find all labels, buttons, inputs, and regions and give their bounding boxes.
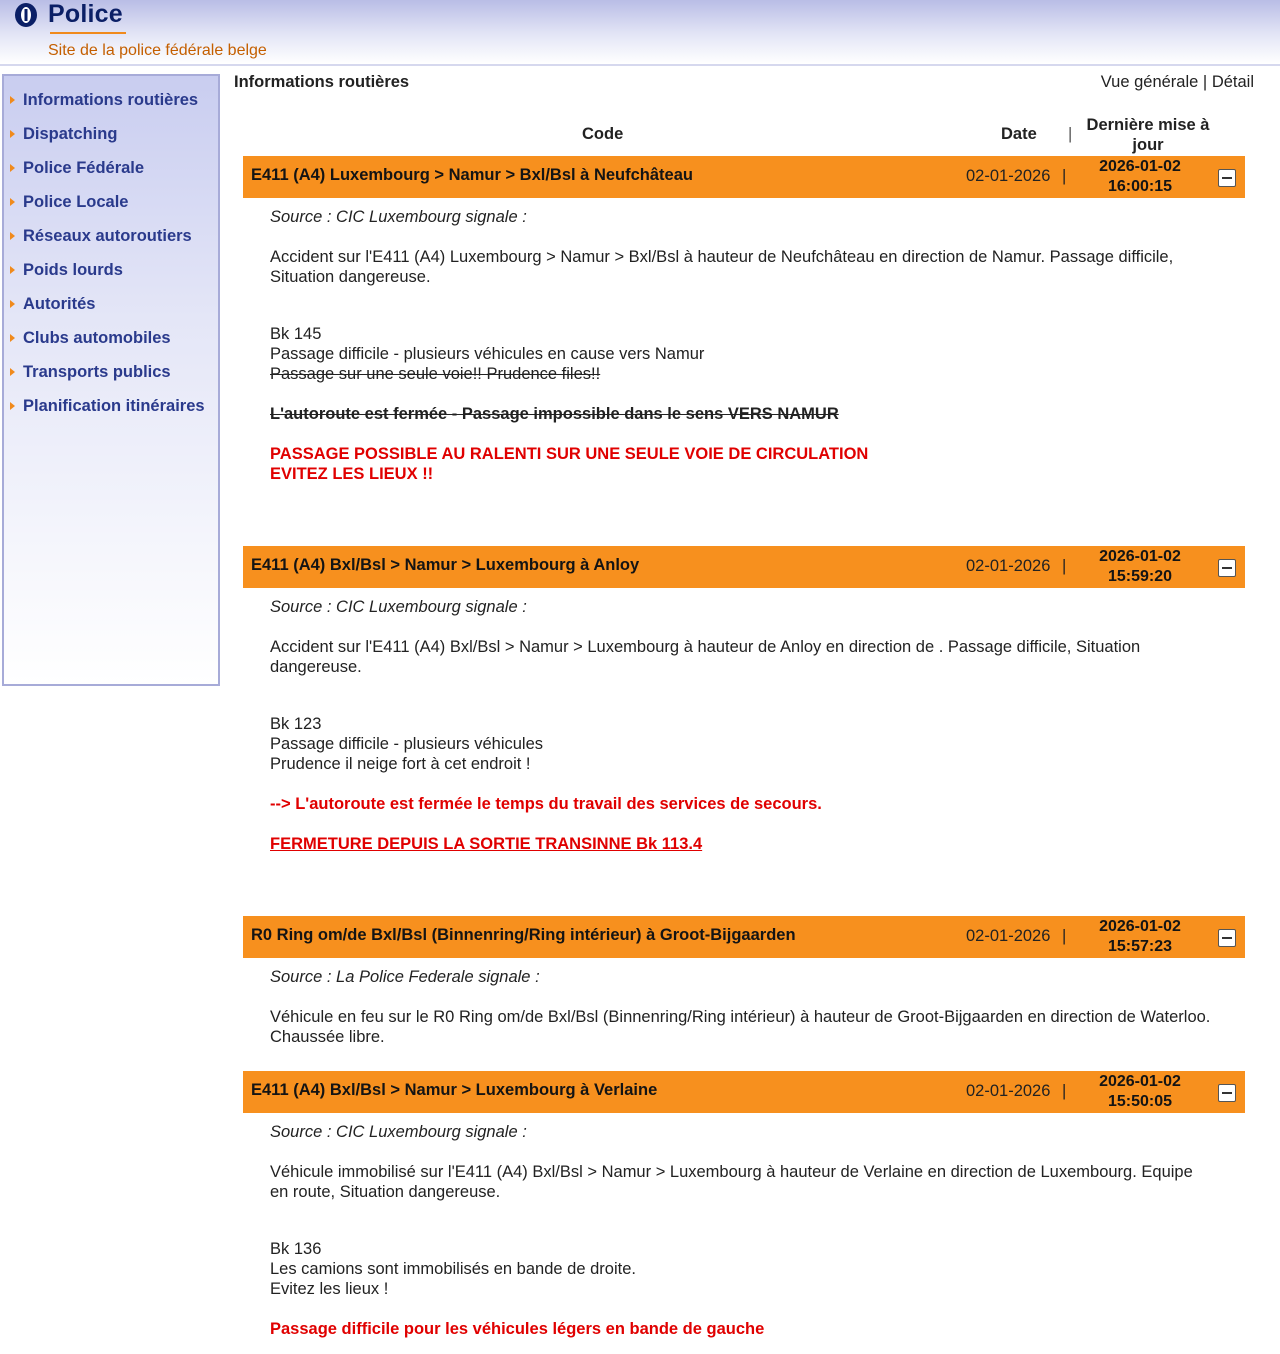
incident-title[interactable]: R0 Ring om/de Bxl/Bsl (Binnenring/Ring intérieur) à Groot-Bijgaarden (251, 926, 796, 944)
police-logo-icon[interactable] (14, 2, 38, 28)
incident-title[interactable]: E411 (A4) Luxembourg > Namur > Bxl/Bsl à Neufchâteau (251, 166, 693, 184)
incident-description-line2: Chaussée libre. (270, 1028, 385, 1046)
sidebar-item-label: Police Fédérale (23, 159, 145, 177)
arrow-right-icon (10, 96, 15, 104)
sidebar-item-label: Police Locale (23, 193, 129, 211)
incident-description-line1: Accident sur l'E411 (A4) Luxembourg > Namur > Bxl/Bsl à hauteur de Neufchâteau en direction de Namur. Passage difficile, (270, 248, 1174, 266)
incident-bk: Bk 123 (270, 715, 322, 733)
arrow-right-icon (10, 266, 15, 274)
incident-bk: Bk 145 (270, 325, 322, 343)
column-header-code[interactable]: Code (582, 125, 624, 143)
incident-separator: | (1062, 927, 1067, 945)
incident-note: Evitez les lieux ! (270, 1280, 389, 1298)
sidebar-item-police-federale[interactable] (10, 157, 144, 179)
arrow-right-icon (10, 198, 15, 206)
incident-last-update (1085, 1072, 1195, 1112)
column-separator: | (1068, 125, 1073, 143)
view-overview-link[interactable]: Vue générale (1100, 73, 1199, 91)
incident-source: Source : CIC Luxembourg signale : (270, 208, 527, 226)
sidebar-item-planification-itineraires[interactable] (10, 395, 205, 417)
sidebar-item-poids-lourds[interactable] (10, 259, 123, 281)
incident-update-date: 2026-01-02 (1099, 158, 1181, 175)
incident-description-line1: Accident sur l'E411 (A4) Bxl/Bsl > Namur > Luxembourg à hauteur de Anloy en direction de . Passage difficile, Situation (270, 638, 1141, 656)
sidebar-nav (2, 74, 220, 686)
collapse-minus-icon[interactable] (1218, 1084, 1236, 1102)
incident-update-time: 15:59:20 (1107, 568, 1173, 585)
sidebar-item-label: Réseaux autoroutiers (23, 227, 192, 245)
arrow-right-icon (10, 232, 15, 240)
incident-alert: EVITEZ LES LIEUX !! (270, 465, 434, 483)
site-subtitle: Site de la police fédérale belge (48, 42, 267, 59)
arrow-right-icon (10, 164, 15, 172)
sidebar-item-dispatching[interactable] (10, 123, 117, 145)
brand-name[interactable]: Police (48, 0, 123, 28)
sidebar-item-reseaux-autoroutiers[interactable] (10, 225, 192, 247)
sidebar-item-label: Poids lourds (23, 261, 123, 279)
view-switcher (1101, 73, 1254, 92)
incident-date: 02-01-2026 (966, 927, 1051, 945)
incident-source: Source : La Police Federale signale : (270, 968, 540, 986)
sidebar-item-label: Planification itinéraires (23, 397, 205, 415)
column-header-last-update[interactable] (1078, 115, 1218, 155)
incident-last-update (1085, 547, 1195, 587)
sidebar-item-police-locale[interactable] (10, 191, 128, 213)
sidebar-item-label: Informations routières (23, 91, 199, 109)
incident-update-time: 16:00:15 (1107, 178, 1173, 195)
sidebar-item-label: Transports publics (23, 363, 171, 381)
incident-description-line1: Véhicule en feu sur le R0 Ring om/de Bxl/Bsl (Binnenring/Ring intérieur) à hauteur de Groot-Bijgaarden en direction de Waterloo. (270, 1008, 1211, 1026)
incident-note-struck: Passage sur une seule voie!! Prudence files!! (270, 365, 601, 383)
incident-alert: --> L'autoroute est fermée le temps du travail des services de secours. (270, 795, 822, 813)
incident-note: Prudence il neige fort à cet endroit ! (270, 755, 531, 773)
view-separator: | (1202, 73, 1208, 91)
arrow-right-icon (10, 402, 15, 410)
incident-title[interactable]: E411 (A4) Bxl/Bsl > Namur > Luxembourg à Verlaine (251, 1081, 658, 1099)
collapse-minus-icon[interactable] (1218, 559, 1236, 577)
column-header-last-update-line1: Dernière mise à (1086, 116, 1210, 134)
incident-note: Les camions sont immobilisés en bande de droite. (270, 1260, 636, 1278)
incident-separator: | (1062, 557, 1067, 575)
sidebar-item-label: Autorités (23, 295, 96, 313)
incident-description-line2: Situation dangereuse. (270, 268, 431, 286)
incident-update-date: 2026-01-02 (1099, 918, 1181, 935)
incident-note: Passage difficile - plusieurs véhicules en cause vers Namur (270, 345, 705, 363)
column-header-last-update-line2: jour (1132, 136, 1164, 154)
sidebar-item-transports-publics[interactable] (10, 361, 171, 383)
arrow-right-icon (10, 334, 15, 342)
collapse-minus-icon[interactable] (1218, 169, 1236, 187)
incident-update-time: 15:57:23 (1107, 938, 1173, 955)
incident-bk: Bk 136 (270, 1240, 322, 1258)
page-title: Informations routières (234, 73, 410, 91)
incident-alert-underlined: FERMETURE DEPUIS LA SORTIE TRANSINNE Bk 113.4 (270, 835, 703, 853)
sidebar-item-autorites[interactable] (10, 293, 95, 315)
sidebar-item-informations-routieres[interactable] (10, 89, 198, 111)
incident-title[interactable]: E411 (A4) Bxl/Bsl > Namur > Luxembourg à Anloy (251, 556, 640, 574)
site-header (0, 0, 1280, 66)
incident-header-bar[interactable] (243, 916, 1245, 958)
incident-alert: PASSAGE POSSIBLE AU RALENTI SUR UNE SEULE VOIE DE CIRCULATION (270, 445, 869, 463)
arrow-right-icon (10, 300, 15, 308)
incident-header-bar[interactable] (243, 156, 1245, 198)
incident-update-date: 2026-01-02 (1099, 548, 1181, 565)
incident-separator: | (1062, 167, 1067, 185)
incident-date: 02-01-2026 (966, 167, 1051, 185)
incident-source: Source : CIC Luxembourg signale : (270, 1123, 527, 1141)
incident-last-update (1085, 157, 1195, 197)
sidebar-item-label: Clubs automobiles (23, 329, 171, 347)
column-header-date[interactable]: Date (1001, 125, 1037, 143)
collapse-minus-icon[interactable] (1218, 929, 1236, 947)
sidebar-item-clubs-automobiles[interactable] (10, 327, 171, 349)
incident-date: 02-01-2026 (966, 1082, 1051, 1100)
incident-update-date: 2026-01-02 (1099, 1073, 1181, 1090)
incident-description-line2: dangereuse. (270, 658, 362, 676)
arrow-right-icon (10, 368, 15, 376)
incident-last-update (1085, 917, 1195, 957)
incident-description-line2: en route, Situation dangereuse. (270, 1183, 501, 1201)
incident-update-time: 15:50:05 (1107, 1093, 1173, 1110)
incident-source: Source : CIC Luxembourg signale : (270, 598, 527, 616)
incident-header-bar[interactable] (243, 1071, 1245, 1113)
incident-header-bar[interactable] (243, 546, 1245, 588)
arrow-right-icon (10, 130, 15, 138)
incident-note-struck-bold: L'autoroute est fermée - Passage impossible dans le sens VERS NAMUR (270, 405, 839, 423)
incident-separator: | (1062, 1082, 1067, 1100)
sidebar-item-label: Dispatching (23, 125, 118, 143)
incident-note: Passage difficile - plusieurs véhicules (270, 735, 543, 753)
incident-description-line1: Véhicule immobilisé sur l'E411 (A4) Bxl/Bsl > Namur > Luxembourg à hauteur de Verlaine en direction de Luxembourg. Equipe (270, 1163, 1193, 1181)
view-detail-link[interactable]: Détail (1211, 73, 1254, 91)
incident-date: 02-01-2026 (966, 557, 1051, 575)
brand-underline (50, 32, 126, 34)
incident-alert: Passage difficile pour les véhicules légers en bande de gauche (270, 1320, 765, 1338)
